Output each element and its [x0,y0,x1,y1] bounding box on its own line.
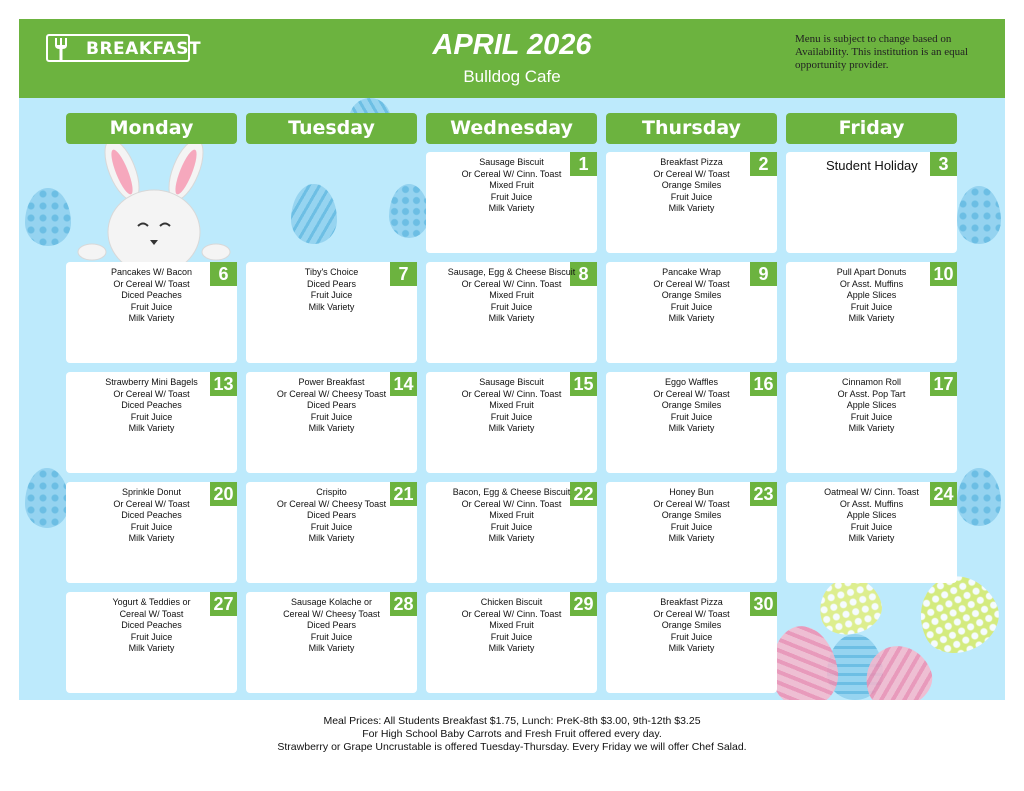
day-cell [606,482,777,583]
day-cell [786,152,957,253]
menu-item: Fruit Juice [670,521,713,532]
menu-list [606,377,777,435]
easter-egg-icon [766,622,843,700]
menu-item: Apple Slices [846,290,897,301]
menu-item: Power Breakfast [298,377,365,387]
menu-item: Cereal W/ Toast [119,608,184,619]
date-number: 3 [930,152,957,176]
menu-list [786,377,957,435]
menu-item: Milk Variety [128,423,175,434]
easter-egg-icon [389,184,429,238]
day-cell [786,262,957,363]
menu-list [426,487,597,545]
menu-item: Mixed Fruit [489,510,534,521]
menu-item: Breakfast Pizza [660,597,723,607]
date-number: 29 [570,592,597,616]
menu-list [426,597,597,655]
day-cell [66,372,237,473]
holiday-label: Student Holiday [826,158,918,173]
menu-item: Or Cereal W/ Cinn. Toast [461,278,562,289]
menu-item: Diced Peaches [121,400,182,411]
menu-item: Sprinkle Donut [121,487,182,497]
menu-item: Fruit Juice [670,301,713,312]
menu-item: Cinnamon Roll [841,377,902,387]
menu-item: Sausage Biscuit [479,377,544,387]
menu-list [426,267,597,325]
easter-egg-icon [25,188,71,246]
disclaimer-notice: Menu is subject to change based on Availability. This institution is an equal opportunity provider. [795,33,969,71]
menu-list [426,157,597,215]
high-school-note: For High School Baby Carrots and Fresh Fruit offered every day. [362,728,662,740]
menu-list [606,267,777,325]
menu-item: Or Cereal W/ Cinn. Toast [461,168,562,179]
header-bar [19,19,1005,98]
day-cell [426,592,597,693]
menu-item: Or Cereal W/ Cheesy Toast [276,498,387,509]
menu-item: Tiby's Choice [304,267,359,277]
menu-item: Orange Smiles [661,620,722,631]
menu-item: Mixed Fruit [489,400,534,411]
day-cell [246,592,417,693]
menu-item: Or Cereal W/ Toast [113,498,190,509]
date-number: 28 [390,592,417,616]
day-cell [66,592,237,693]
menu-list [246,267,417,313]
menu-item: Or Cereal W/ Toast [653,168,730,179]
menu-item: Or Asst. Pop Tart [837,388,906,399]
day-cell [426,152,597,253]
menu-item: Sausage Kolache or [290,597,373,607]
date-number: 23 [750,482,777,506]
day-cell [606,372,777,473]
date-number: 20 [210,482,237,506]
menu-list [246,597,417,655]
menu-item: Or Asst. Muffins [839,498,904,509]
page-subtitle: Bulldog Cafe [463,67,561,86]
day-cell [246,372,417,473]
menu-item: Fruit Juice [490,521,533,532]
menu-item: Breakfast Pizza [660,157,723,167]
day-header-friday: Friday [786,113,957,144]
menu-item: Milk Variety [488,533,535,544]
menu-item: Milk Variety [488,203,535,214]
menu-list [246,487,417,545]
menu-item: Crispito [316,487,347,497]
date-number: 15 [570,372,597,396]
menu-item: Milk Variety [848,533,895,544]
menu-item: Or Cereal W/ Toast [113,278,190,289]
menu-item: Or Asst. Muffins [839,278,904,289]
menu-item: Milk Variety [308,423,355,434]
menu-item: Fruit Juice [490,631,533,642]
day-cell [786,482,957,583]
day-cell [246,262,417,363]
menu-item: Milk Variety [128,533,175,544]
menu-item: Milk Variety [488,313,535,324]
easter-egg-icon [291,184,337,244]
menu-list [606,157,777,215]
day-header-tuesday: Tuesday [246,113,417,144]
menu-item: Oatmeal W/ Cinn. Toast [824,487,919,497]
date-number: 8 [570,262,597,286]
menu-item: Or Cereal W/ Cinn. Toast [461,498,562,509]
date-number: 1 [570,152,597,176]
menu-item: Fruit Juice [670,411,713,422]
menu-item: Diced Pears [306,620,357,631]
day-cell [426,482,597,583]
date-number: 14 [390,372,417,396]
day-cell [606,592,777,693]
menu-list [66,597,237,655]
menu-item: Diced Peaches [121,290,182,301]
menu-item: Milk Variety [848,423,895,434]
menu-list [66,377,237,435]
date-number: 2 [750,152,777,176]
menu-item: Fruit Juice [310,631,353,642]
day-cell [246,482,417,583]
day-cell [606,262,777,363]
footer-notes [0,715,1024,754]
menu-item: Fruit Juice [490,411,533,422]
date-number: 30 [750,592,777,616]
menu-item: Milk Variety [668,423,715,434]
menu-item: Fruit Juice [130,521,173,532]
menu-item: Apple Slices [846,510,897,521]
menu-item: Mixed Fruit [489,180,534,191]
page-title: APRIL 2026 [432,29,592,61]
day-header-thursday: Thursday [606,113,777,144]
bunny-illustration [74,134,234,264]
menu-item: Sausage, Egg & Cheese Biscuit [447,267,576,277]
day-cell [606,152,777,253]
menu-item: Fruit Juice [490,191,533,202]
date-number: 21 [390,482,417,506]
menu-item: Milk Variety [128,643,175,654]
menu-item: Apple Slices [846,400,897,411]
menu-item: Diced Pears [306,278,357,289]
menu-item: Milk Variety [488,423,535,434]
menu-item: Chicken Biscuit [480,597,543,607]
date-number: 16 [750,372,777,396]
menu-item: Cereal W/ Cheesy Toast [283,608,380,619]
menu-item: Milk Variety [308,533,355,544]
menu-item: Bacon, Egg & Cheese Biscuit [452,487,571,497]
menu-item: Or Cereal W/ Toast [653,608,730,619]
date-number: 9 [750,262,777,286]
menu-item: Fruit Juice [130,631,173,642]
menu-list [66,267,237,325]
date-number: 22 [570,482,597,506]
menu-item: Milk Variety [848,313,895,324]
menu-item: Or Cereal W/ Cheesy Toast [276,388,387,399]
menu-item: Orange Smiles [661,180,722,191]
menu-item: Mixed Fruit [489,290,534,301]
meal-prices: Meal Prices: All Students Breakfast $1.75, Lunch: PreK-8th $3.00, 9th-12th $3.25 [323,715,701,727]
menu-item: Orange Smiles [661,510,722,521]
menu-list [606,597,777,655]
menu-item: Fruit Juice [490,301,533,312]
date-number: 24 [930,482,957,506]
menu-item: Yogurt & Teddies or [112,597,191,607]
menu-list [66,487,237,545]
menu-item: Milk Variety [668,643,715,654]
menu-item: Fruit Juice [310,521,353,532]
badge-label: BREAKFAST [86,39,202,59]
menu-list [786,267,957,325]
menu-item: Pull Apart Donuts [836,267,907,277]
menu-item: Diced Pears [306,510,357,521]
day-header-wednesday: Wednesday [426,113,597,144]
menu-item: Milk Variety [128,313,175,324]
menu-item: Or Cereal W/ Toast [113,388,190,399]
date-number: 17 [930,372,957,396]
menu-item: Mixed Fruit [489,620,534,631]
date-number: 6 [210,262,237,286]
menu-item: Or Cereal W/ Toast [653,498,730,509]
menu-item: Diced Pears [306,400,357,411]
day-cell [66,482,237,583]
uncrustable-note: Strawberry or Grape Uncrustable is offered Tuesday-Thursday. Every Friday we will offer Chef Salad. [277,741,747,753]
date-number: 27 [210,592,237,616]
menu-item: Milk Variety [488,643,535,654]
easter-egg-icon [957,186,1001,244]
day-cell [66,262,237,363]
menu-item: Or Cereal W/ Cinn. Toast [461,608,562,619]
menu-item: Fruit Juice [850,301,893,312]
date-number: 7 [390,262,417,286]
menu-item: Or Cereal W/ Toast [653,388,730,399]
menu-list [426,377,597,435]
menu-item: Milk Variety [668,313,715,324]
menu-item: Milk Variety [668,533,715,544]
menu-item: Fruit Juice [850,411,893,422]
menu-item: Diced Peaches [121,620,182,631]
day-cell [426,262,597,363]
menu-item: Eggo Waffles [664,377,719,387]
menu-item: Or Cereal W/ Cinn. Toast [461,388,562,399]
menu-item: Milk Variety [308,643,355,654]
menu-item: Milk Variety [668,203,715,214]
menu-item: Pancakes W/ Bacon [110,267,193,277]
menu-item: Fruit Juice [670,191,713,202]
easter-egg-icon [957,468,1001,526]
menu-list [786,487,957,545]
menu-item: Milk Variety [308,301,355,312]
day-cell [426,372,597,473]
date-number: 13 [210,372,237,396]
menu-item: Fruit Juice [310,290,353,301]
menu-list [246,377,417,435]
menu-item: Orange Smiles [661,290,722,301]
menu-item: Diced Peaches [121,510,182,521]
menu-item: Sausage Biscuit [479,157,544,167]
menu-item: Or Cereal W/ Toast [653,278,730,289]
day-cell [786,372,957,473]
menu-item: Strawberry Mini Bagels [105,377,198,387]
menu-item: Honey Bun [669,487,714,497]
menu-item: Orange Smiles [661,400,722,411]
easter-egg-icon [25,468,69,528]
menu-item: Fruit Juice [850,521,893,532]
menu-item: Pancake Wrap [662,267,721,277]
day-header-monday: Monday [66,113,237,144]
date-number: 10 [930,262,957,286]
menu-list [606,487,777,545]
menu-item: Fruit Juice [310,411,353,422]
menu-item: Fruit Juice [130,301,173,312]
menu-item: Fruit Juice [670,631,713,642]
menu-item: Fruit Juice [130,411,173,422]
